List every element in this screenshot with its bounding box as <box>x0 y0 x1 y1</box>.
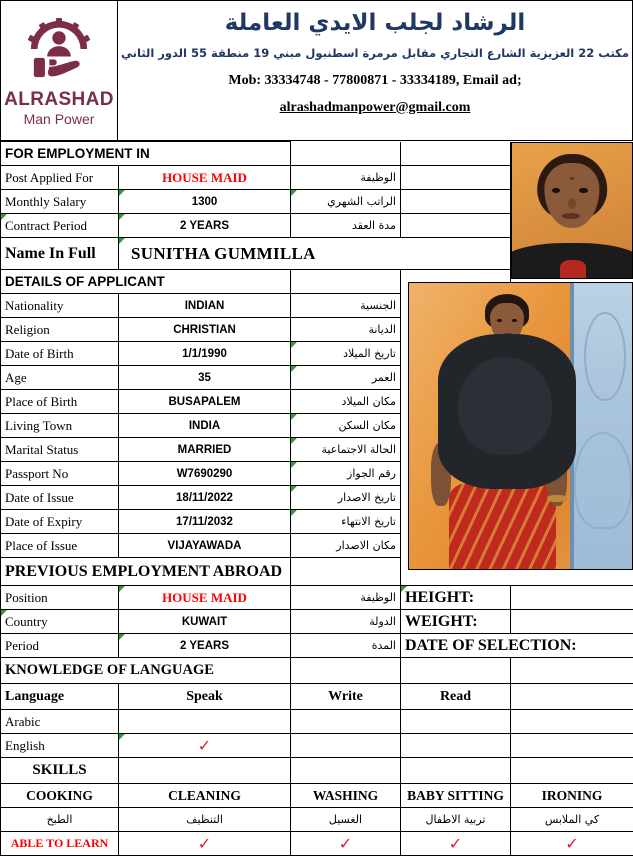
spacer-cell <box>291 658 401 684</box>
skill-value-cooking[interactable]: ABLE TO LEARN <box>1 832 119 856</box>
label-post-applied-for: Post Applied For <box>1 166 119 190</box>
label-nationality: Nationality <box>1 294 119 318</box>
logo-tagline: Man Power <box>24 112 95 127</box>
value-height <box>511 586 633 610</box>
table-row <box>1 658 633 684</box>
skill-value-cleaning[interactable]: ✓ <box>119 832 291 856</box>
label-ar-date-of-expiry: تاريخ الانتهاء <box>291 510 401 534</box>
skill-header-ar-ironing: كي الملابس <box>511 808 633 832</box>
label-ar-nationality: الجنسية <box>291 294 401 318</box>
skill-header-cooking: COOKING <box>1 784 119 808</box>
spacer-cell <box>401 758 511 784</box>
label-ar-post-applied-for: الوظيفة <box>291 166 401 190</box>
col-header-blank <box>511 684 633 710</box>
value-age: 35 <box>119 366 291 390</box>
value-period: 2 YEARS <box>119 634 291 658</box>
cell-english-speak[interactable]: ✓ <box>119 734 291 758</box>
label-ar-position: الوظيفة <box>291 586 401 610</box>
table-row-header <box>1 784 633 808</box>
section-applicant-title: DETAILS OF APPLICANT <box>1 270 291 294</box>
table-row <box>1 832 633 856</box>
header-text-block <box>118 1 632 140</box>
section-employment-title: FOR EMPLOYMENT IN <box>1 142 291 166</box>
label-country: Country <box>1 610 119 634</box>
section-language-title: KNOWLEDGE OF LANGUAGE <box>1 658 291 684</box>
label-ar-age: العمر <box>291 366 401 390</box>
value-name-in-full: SUNITHA GUMMILLA <box>119 238 511 270</box>
label-religion: Religion <box>1 318 119 342</box>
applicant-full-body-photo <box>408 282 633 570</box>
skill-value-ironing[interactable]: ✓ <box>511 832 633 856</box>
label-weight: WEIGHT: <box>401 610 511 634</box>
skill-header-ironing: IRONING <box>511 784 633 808</box>
label-ar-country: الدولة <box>291 610 401 634</box>
label-place-of-birth: Place of Birth <box>1 390 119 414</box>
value-weight <box>511 610 633 634</box>
blank-cell <box>401 166 511 190</box>
company-phone-line: Mob: 33334748 - 77800871 - 33334189, Email ad; <box>228 73 521 89</box>
col-header-write: Write <box>291 684 401 710</box>
skill-header-washing: WASHING <box>291 784 401 808</box>
blank-cell <box>401 214 511 238</box>
label-age: Age <box>1 366 119 390</box>
label-period: Period <box>1 634 119 658</box>
col-header-read: Read <box>401 684 511 710</box>
label-height: HEIGHT: <box>401 586 511 610</box>
value-place-of-issue: VIJAYAWADA <box>119 534 291 558</box>
label-ar-religion: الديانة <box>291 318 401 342</box>
label-ar-contract-period: مدة العقد <box>291 214 401 238</box>
label-ar-living-town: مكان السكن <box>291 414 401 438</box>
table-row <box>1 734 633 758</box>
label-ar-monthly-salary: الراتب الشهري <box>291 190 401 214</box>
skill-value-baby-sitting[interactable]: ✓ <box>401 832 511 856</box>
value-date-of-issue: 18/11/2022 <box>119 486 291 510</box>
label-date-of-expiry: Date of Expiry <box>1 510 119 534</box>
cell-english-write[interactable] <box>291 734 401 758</box>
value-monthly-salary: 1300 <box>119 190 291 214</box>
skill-header-ar-baby-sitting: تربية الاطفال <box>401 808 511 832</box>
skill-header-ar-cooking: الطبخ <box>1 808 119 832</box>
label-date-of-selection: DATE OF SELECTION: <box>401 634 633 658</box>
skill-header-ar-cleaning: التنظيف <box>119 808 291 832</box>
value-passport-no: W7690290 <box>119 462 291 486</box>
value-living-town: INDIA <box>119 414 291 438</box>
spacer-cell <box>291 142 401 166</box>
skill-header-baby-sitting: BABY SITTING <box>401 784 511 808</box>
spacer-cell <box>401 658 511 684</box>
cell-english-read[interactable] <box>401 734 511 758</box>
value-position: HOUSE MAID <box>119 586 291 610</box>
logo-wordmark: ALRASHAD <box>4 90 114 109</box>
spacer-cell <box>291 270 401 294</box>
label-place-of-issue: Place of Issue <box>1 534 119 558</box>
value-marital-status: MARRIED <box>119 438 291 462</box>
skill-header-ar-washing: الغسيل <box>291 808 401 832</box>
company-address-arabic: مكتب 22 العزيزية الشارع التجاري مقابل مرمرة اسطنبول مبني 19 منطقة 55 الدور الثاني <box>121 46 629 60</box>
label-ar-marital-status: الحالة الاجتماعية <box>291 438 401 462</box>
value-post-applied-for: HOUSE MAID <box>119 166 291 190</box>
table-row <box>1 710 633 734</box>
company-title-arabic: الرشاد لجلب الايدي العاملة <box>225 9 526 38</box>
document-header <box>0 0 633 141</box>
value-date-of-expiry: 17/11/2032 <box>119 510 291 534</box>
spacer-cell <box>511 758 633 784</box>
table-row <box>1 586 633 610</box>
value-date-of-birth: 1/1/1990 <box>119 342 291 366</box>
label-contract-period: Contract Period <box>1 214 119 238</box>
value-contract-period: 2 YEARS <box>119 214 291 238</box>
company-logo <box>1 1 118 140</box>
skill-header-cleaning: CLEANING <box>119 784 291 808</box>
label-monthly-salary: Monthly Salary <box>1 190 119 214</box>
cell-blank <box>511 710 633 734</box>
spacer-cell <box>291 758 401 784</box>
label-date-of-issue: Date of Issue <box>1 486 119 510</box>
table-row <box>1 808 633 832</box>
table-row <box>1 758 633 784</box>
table-row <box>1 634 633 658</box>
blank-cell <box>401 190 511 214</box>
label-ar-period: المدة <box>291 634 401 658</box>
table-row-header <box>1 684 633 710</box>
col-header-speak: Speak <box>119 684 291 710</box>
applicant-passport-photo <box>511 142 633 279</box>
label-language-english: English <box>1 734 119 758</box>
label-language-arabic: Arabic <box>1 710 119 734</box>
label-date-of-birth: Date of Birth <box>1 342 119 366</box>
label-ar-date-of-issue: تاريخ الاصدار <box>291 486 401 510</box>
label-position: Position <box>1 586 119 610</box>
spacer-cell <box>511 658 633 684</box>
company-email[interactable]: alrashadmanpower@gmail.com <box>280 100 471 116</box>
label-living-town: Living Town <box>1 414 119 438</box>
cell-arabic-read[interactable] <box>401 710 511 734</box>
value-place-of-birth: BUSAPALEM <box>119 390 291 414</box>
value-religion: CHRISTIAN <box>119 318 291 342</box>
spacer-cell <box>401 142 511 166</box>
col-header-language: Language <box>1 684 119 710</box>
spacer-cell <box>119 758 291 784</box>
cell-arabic-write[interactable] <box>291 710 401 734</box>
value-country: KUWAIT <box>119 610 291 634</box>
cell-blank <box>511 734 633 758</box>
spacer-cell <box>291 558 401 586</box>
table-row <box>1 610 633 634</box>
cell-arabic-speak[interactable] <box>119 710 291 734</box>
label-ar-place-of-birth: مكان الميلاد <box>291 390 401 414</box>
label-ar-place-of-issue: مكان الاصدار <box>291 534 401 558</box>
section-previous-title: PREVIOUS EMPLOYMENT ABROAD <box>1 558 291 586</box>
label-marital-status: Marital Status <box>1 438 119 462</box>
value-nationality: INDIAN <box>119 294 291 318</box>
alrashad-gear-hand-icon <box>22 15 96 89</box>
label-passport-no: Passport No <box>1 462 119 486</box>
section-skills-title: SKILLS <box>1 758 119 784</box>
label-name-in-full: Name In Full <box>1 238 119 270</box>
label-ar-date-of-birth: تاريخ الميلاد <box>291 342 401 366</box>
label-ar-passport-no: رقم الجواز <box>291 462 401 486</box>
skill-value-washing[interactable]: ✓ <box>291 832 401 856</box>
